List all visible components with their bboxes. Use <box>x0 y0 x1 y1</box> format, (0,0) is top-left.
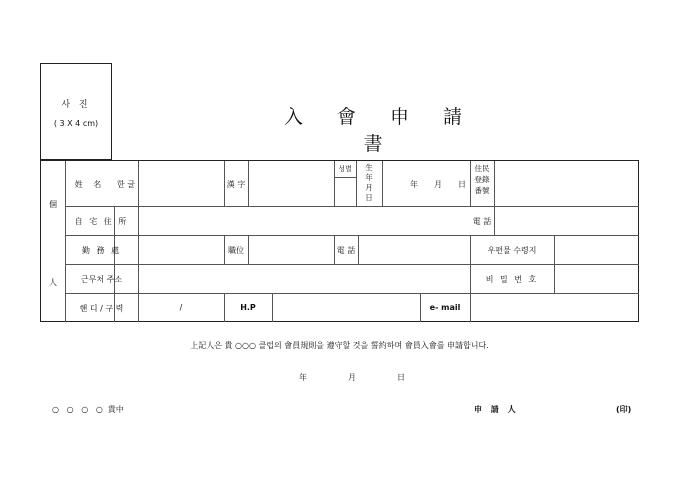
gender-label: 성별 <box>338 165 352 173</box>
pledge-text: 上記人은 貴 ○○○ 클럽의 會員規則을 遵守할 것을 誓約하며 會員入會를 申請합니다. <box>190 341 489 350</box>
photo-label: 사 진 <box>61 100 91 110</box>
handicap-slash: / <box>179 303 183 312</box>
photo-box <box>40 63 112 160</box>
section-char-person: 人 <box>49 278 57 287</box>
applicant-label: 申 請 人 <box>474 405 519 414</box>
mail-destination-label: 우편물 수령지 <box>487 246 537 255</box>
name-label: 姓 名 <box>74 180 106 189</box>
application-form <box>40 160 639 322</box>
home-address-label: 自 宅 住 所 <box>74 217 129 226</box>
birth-day-label: 日 <box>458 180 466 189</box>
addressee-line: ○ ○ ○ ○ 貴中 <box>52 405 124 414</box>
email-label: e- mail <box>429 303 461 312</box>
photo-size: ( 3 X 4 cm) <box>53 119 99 128</box>
hp-label: H.P <box>240 303 256 312</box>
hanja-label: 漢 字 <box>226 180 246 189</box>
resident-number-label: 住民登錄番號 <box>474 164 490 195</box>
birth-month-label: 月 <box>434 180 442 189</box>
birthdate-label: 生年月日 <box>365 163 373 202</box>
password-label: 비 밀 번 호 <box>485 275 539 284</box>
home-phone-label: 電 話 <box>472 217 492 226</box>
hangul-label: 한 글 <box>117 180 135 189</box>
page-title: 入 會 申 請 書 <box>283 106 477 155</box>
seal-mark: (印) <box>616 405 632 414</box>
position-label: 職位 <box>228 246 244 255</box>
handicap-career-label: 핸 디 / 구 력 <box>79 304 124 313</box>
birth-year-label: 年 <box>410 180 418 189</box>
date-month-label: 月 <box>348 373 356 382</box>
date-year-label: 年 <box>299 373 307 382</box>
workplace-label: 勤 務 處 <box>81 246 122 255</box>
work-phone-label: 電 話 <box>336 246 356 255</box>
section-char-individual: 個 <box>49 200 57 209</box>
work-address-label: 근무처 주소 <box>80 275 123 284</box>
date-day-label: 日 <box>397 373 405 382</box>
